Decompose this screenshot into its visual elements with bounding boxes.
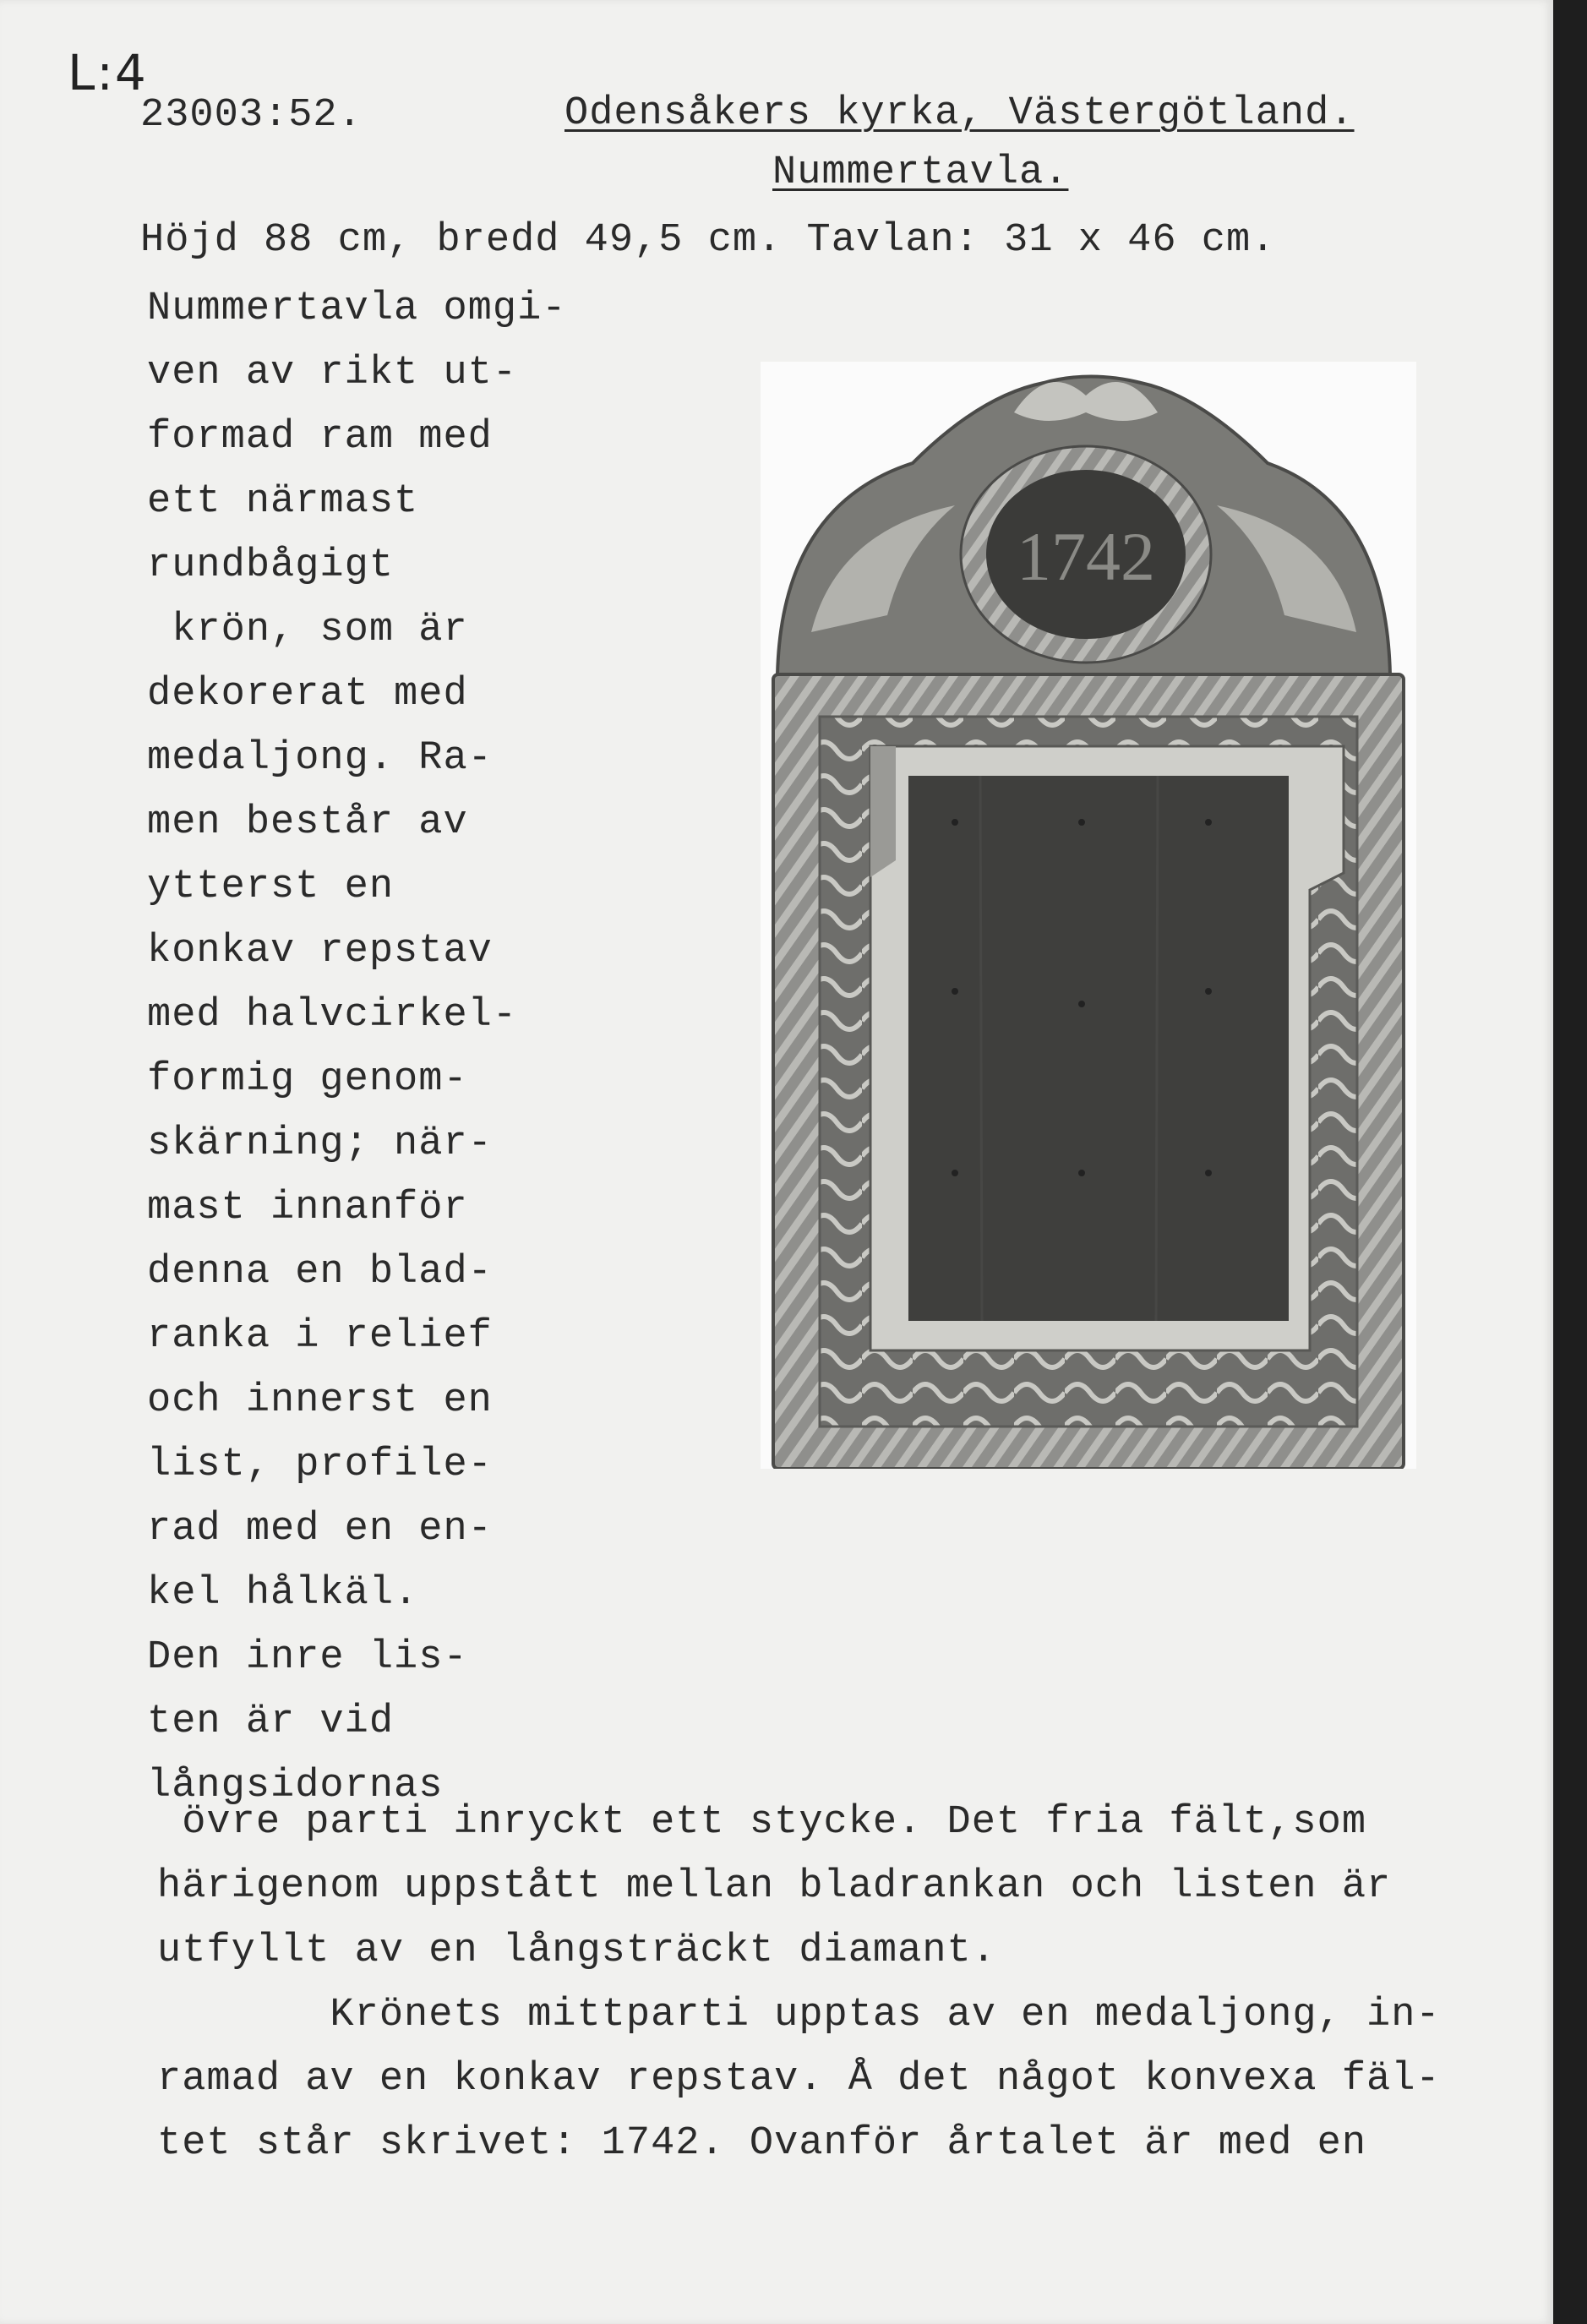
text-line: övre parti inryckt ett stycke. Det fria fält,som	[157, 1800, 1367, 1845]
text-line: Den inre lis-	[147, 1635, 468, 1680]
text-line: utfyllt av en långsträckt diamant.	[157, 1928, 996, 1973]
text-line: Nummertavla omgi-	[147, 286, 567, 331]
text-line: och innerst en	[147, 1378, 493, 1423]
inner-list-inset	[870, 746, 896, 877]
text-line: ven av rikt ut-	[147, 351, 518, 396]
text-line: ramad av en konkav repstav. Å det något konvexa fäl-	[157, 2057, 1441, 2102]
text-line: konkav repstav	[147, 929, 493, 974]
text-line: skärning; när-	[147, 1121, 493, 1166]
text-line: list, profile-	[147, 1443, 493, 1487]
text-line: denna en blad-	[147, 1250, 493, 1295]
text-line: rundbågigt	[147, 543, 395, 588]
text-line: ytterst en	[147, 865, 395, 909]
text-line: medaljong. Ra-	[147, 736, 493, 781]
text-line: krön, som är	[147, 608, 468, 652]
dimensions-line: Höjd 88 cm, bredd 49,5 cm. Tavlan: 31 x 46 cm.	[140, 218, 1276, 263]
text-line: Krönets mittparti upptas av en medaljong, in-	[157, 1993, 1441, 2038]
location-heading: Odensåkers kyrka, Västergötland.	[564, 91, 1355, 136]
text-line: långsidornas	[147, 1764, 444, 1808]
text-line: men består av	[147, 800, 468, 845]
text-line: ten är vid	[147, 1699, 395, 1744]
text-line: kel hålkäl.	[147, 1571, 419, 1616]
text-line: härigenom uppstått mellan bladrankan och listen är	[157, 1864, 1392, 1909]
text-line: ranka i relief	[147, 1314, 493, 1359]
medallion-year: 1742	[1017, 518, 1155, 595]
number-board-illustration	[761, 362, 1416, 1469]
text-line: tet står skrivet: 1742. Ovanför årtalet är med en	[157, 2121, 1367, 2166]
text-line: dekorerat med	[147, 672, 468, 717]
number-board-photo	[761, 362, 1416, 1469]
object-type-heading: Nummertavla.	[772, 150, 1069, 195]
catalog-number: 23003:52.	[140, 93, 363, 138]
text-line: formad ram med	[147, 415, 493, 460]
text-line: rad med en en-	[147, 1507, 493, 1552]
text-line: med halvcirkel-	[147, 993, 518, 1038]
text-line: ett närmast	[147, 479, 419, 524]
text-line: mast innanför	[147, 1186, 468, 1230]
handwritten-reference: L:4	[68, 44, 148, 101]
text-line: formig genom-	[147, 1057, 468, 1102]
board-panel	[908, 776, 1289, 1321]
